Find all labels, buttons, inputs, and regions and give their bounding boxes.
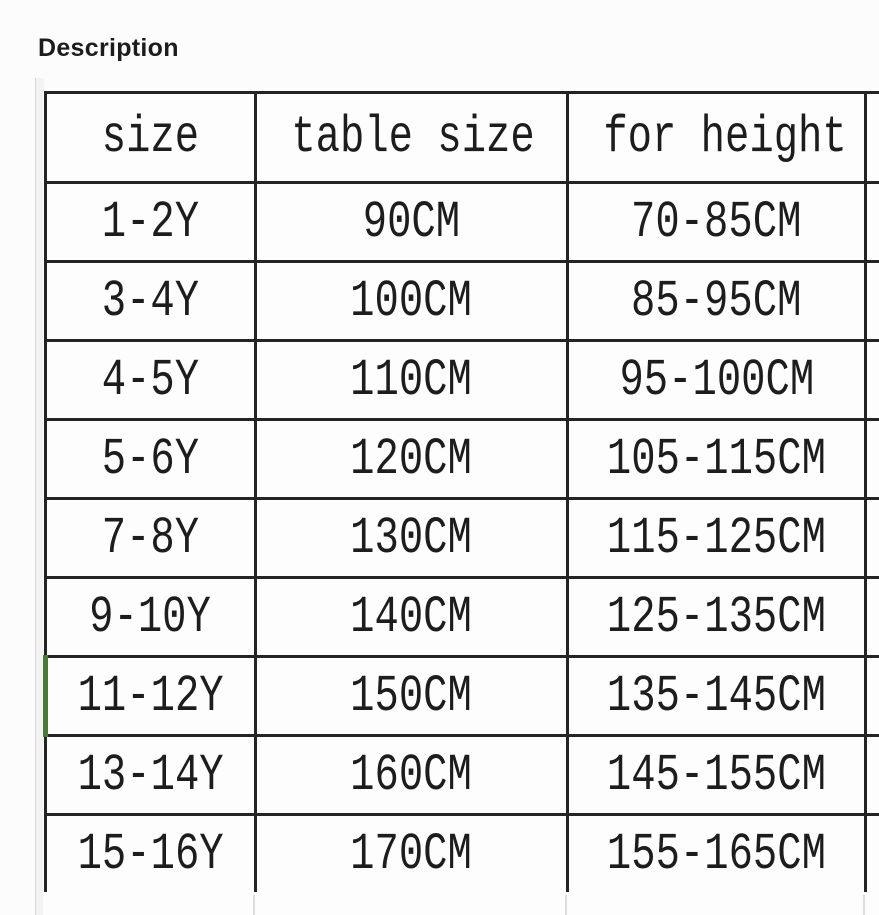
table-cell bbox=[46, 736, 256, 815]
table-cell-text: 110CM bbox=[350, 350, 473, 410]
table-cell-text: 140CM bbox=[350, 587, 473, 647]
table-cell bbox=[568, 183, 866, 262]
cropped-column-cell bbox=[866, 262, 879, 341]
col-header-size-label: size bbox=[101, 108, 200, 167]
table-cell bbox=[256, 262, 568, 341]
table-cell bbox=[568, 815, 866, 894]
cropped-column-cell bbox=[866, 578, 879, 657]
table-cell bbox=[256, 420, 568, 499]
table-cell-text: 105-115CM bbox=[606, 429, 827, 489]
table-cell bbox=[568, 341, 866, 420]
table-cell-text: 100CM bbox=[350, 271, 473, 331]
table-cell-text: 150CM bbox=[350, 666, 473, 726]
table-row bbox=[46, 815, 879, 894]
table-row bbox=[46, 341, 879, 420]
table-cell bbox=[256, 578, 568, 657]
table-cell bbox=[568, 499, 866, 578]
table-cell-text: 70-85CM bbox=[631, 192, 802, 252]
table-row bbox=[46, 420, 879, 499]
table-cell bbox=[256, 183, 568, 262]
ghost-gridline bbox=[253, 895, 255, 915]
table-cell-text: 115-125CM bbox=[606, 508, 827, 568]
table-cell bbox=[46, 499, 256, 578]
table-cell bbox=[256, 499, 568, 578]
table-row bbox=[46, 736, 879, 815]
table-row bbox=[46, 657, 879, 736]
table-cell bbox=[256, 341, 568, 420]
section-title: Description bbox=[38, 34, 179, 62]
size-chart-table bbox=[43, 91, 879, 895]
partial-next-row bbox=[43, 892, 879, 915]
table-cell-text: 160CM bbox=[350, 745, 473, 805]
table-cell bbox=[256, 657, 568, 736]
table-cell bbox=[568, 262, 866, 341]
table-cell bbox=[46, 183, 256, 262]
table-row bbox=[46, 262, 879, 341]
table-cell bbox=[568, 657, 866, 736]
cropped-column-cell bbox=[866, 815, 879, 894]
table-cell-text: 120CM bbox=[350, 429, 473, 489]
table-row bbox=[46, 499, 879, 578]
ghost-gridline bbox=[863, 895, 865, 915]
table-row bbox=[46, 183, 879, 262]
table-cell bbox=[46, 341, 256, 420]
table-cell bbox=[46, 657, 256, 736]
table-cell-text: 170CM bbox=[350, 824, 473, 884]
table-cell-text: 4-5Y bbox=[101, 350, 200, 410]
cropped-column-header bbox=[866, 93, 879, 183]
table-cell bbox=[256, 815, 568, 894]
table-row bbox=[46, 578, 879, 657]
table-cell bbox=[568, 420, 866, 499]
table-cell bbox=[568, 736, 866, 815]
table-cell bbox=[46, 420, 256, 499]
col-header-size bbox=[46, 93, 256, 183]
cropped-column-cell bbox=[866, 183, 879, 262]
ghost-gridline bbox=[565, 895, 567, 915]
table-cell-text: 11-12Y bbox=[77, 666, 225, 726]
table-cell-text: 135-145CM bbox=[606, 666, 827, 726]
header-row bbox=[46, 93, 879, 183]
table-cell-text: 125-135CM bbox=[606, 587, 827, 647]
col-header-table-size bbox=[256, 93, 568, 183]
table-cell bbox=[46, 578, 256, 657]
cropped-column-cell bbox=[866, 736, 879, 815]
table-cell-text: 95-100CM bbox=[619, 350, 814, 410]
cropped-column-cell bbox=[866, 499, 879, 578]
table-cell-text: 1-2Y bbox=[101, 192, 200, 252]
table-cell-text: 13-14Y bbox=[77, 745, 224, 805]
cropped-column-cell bbox=[866, 420, 879, 499]
col-header-for-height-label: for height bbox=[603, 108, 847, 167]
table-cell-text: 155-165CM bbox=[606, 824, 827, 884]
size-table-body bbox=[46, 183, 879, 894]
col-header-for-height bbox=[568, 93, 866, 183]
col-header-table-size-label: table size bbox=[291, 108, 535, 167]
table-cell bbox=[568, 578, 866, 657]
table-cell-text: 130CM bbox=[350, 508, 473, 568]
table-cell-text: 15-16Y bbox=[77, 824, 224, 884]
table-cell-text: 5-6Y bbox=[101, 429, 200, 489]
cropped-column-cell bbox=[866, 341, 879, 420]
table-cell-text: 7-8Y bbox=[101, 508, 200, 568]
cropped-column-cell bbox=[866, 657, 879, 736]
table-cell bbox=[46, 815, 256, 894]
table-cell-text: 85-95CM bbox=[631, 271, 802, 331]
table-cell bbox=[256, 736, 568, 815]
table-cell-text: 9-10Y bbox=[89, 587, 212, 647]
table-cell bbox=[46, 262, 256, 341]
table-cell-text: 3-4Y bbox=[101, 271, 200, 331]
table-cell-text: 90CM bbox=[362, 192, 461, 252]
table-cell-text: 145-155CM bbox=[606, 745, 827, 805]
